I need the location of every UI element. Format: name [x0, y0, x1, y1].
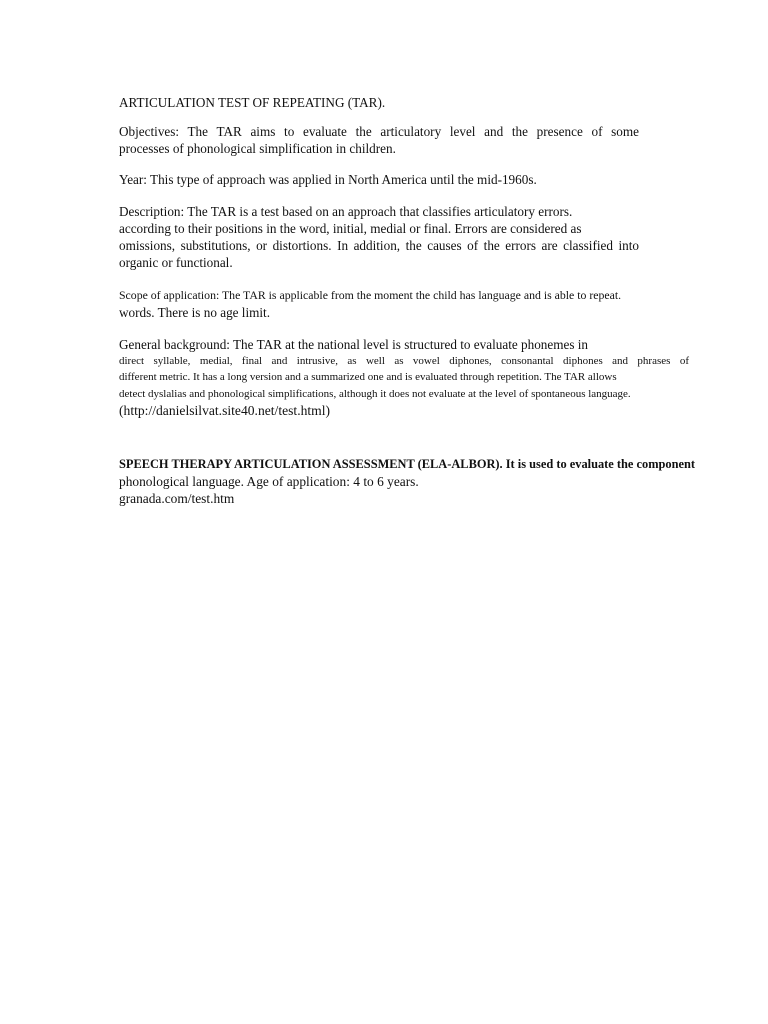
ela-albor-section	[119, 456, 729, 507]
source-url: (http://danielsilvat.site40.net/test.html)	[119, 403, 331, 418]
scope-paragraph	[119, 287, 639, 321]
description-line-3: omissions, substitutions, or distortions. In addition, the causes of the errors are classified into	[119, 238, 639, 253]
objectives-line-2: processes of phonological simplification in children.	[119, 141, 396, 156]
year-paragraph	[119, 171, 639, 188]
objectives-line-1: Objectives: The TAR aims to evaluate the articulatory level and the presence of some	[119, 124, 639, 139]
description-paragraph	[119, 203, 639, 271]
background-line-1: General background: The TAR at the national level is structured to evaluate phonemes in	[119, 336, 589, 352]
background-line-2: direct syllable, medial, final and intrusive, as well as vowel diphones, consonantal diphones and phrases of	[119, 354, 689, 367]
document-body	[119, 94, 689, 420]
ela-line-2: phonological language. Age of application: 4 to 6 years.	[119, 474, 419, 489]
background-line-3: different metric. It has a long version and a summarized one and is evaluated through repetition. The TAR allows	[119, 371, 617, 383]
document-title: ARTICULATION TEST OF REPEATING (TAR).	[119, 95, 386, 110]
scope-line-2: words. There is no age limit.	[119, 304, 271, 320]
description-line-4: organic or functional.	[119, 255, 233, 270]
ela-heading: SPEECH THERAPY ARTICULATION ASSESSMENT (ELA-ALBOR). It is used to evaluate the component	[119, 457, 696, 471]
objectives-paragraph	[119, 123, 639, 157]
year-line: Year: This type of approach was applied in North America until the mid-1960s.	[119, 172, 537, 187]
background-paragraph	[119, 336, 689, 421]
ela-line-3: granada.com/test.htm	[119, 491, 235, 506]
scope-line-1: Scope of application: The TAR is applicable from the moment the child has language and is able to repeat.	[119, 288, 622, 302]
description-line-1: Description: The TAR is a test based on an approach that classifies articulatory errors.	[119, 204, 573, 219]
background-line-4: detect dyslalias and phonological simplifications, although it does not evaluate at the level of spontaneous language.	[119, 387, 631, 400]
description-line-2: according to their positions in the word, initial, medial or final. Errors are considered as	[119, 221, 582, 236]
